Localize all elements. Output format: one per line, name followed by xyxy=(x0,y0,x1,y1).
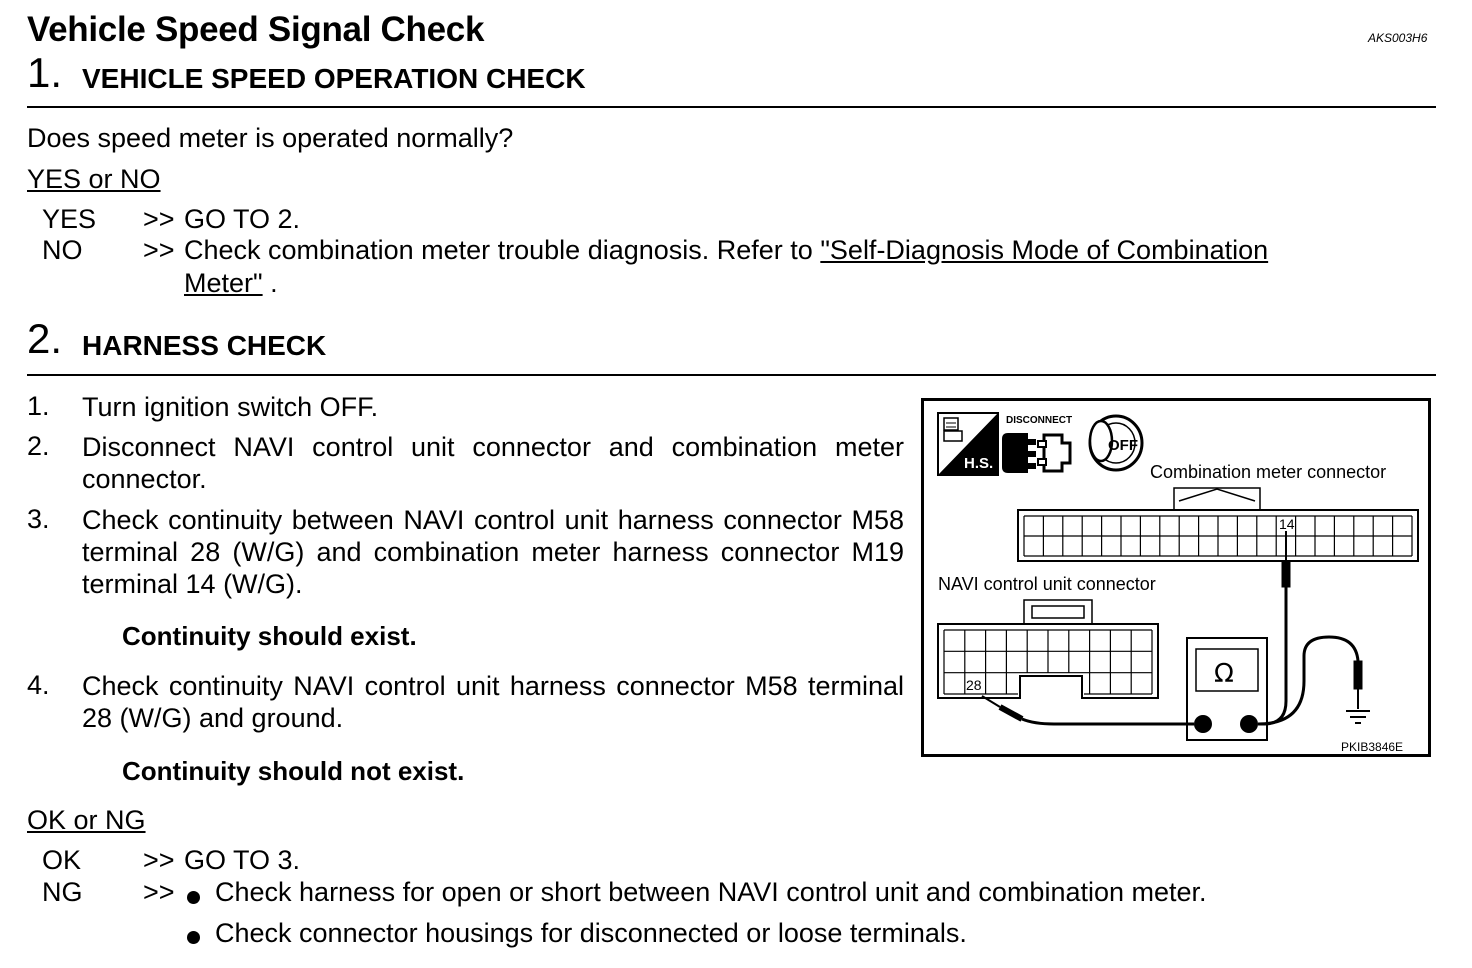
step-2-ng-arrow: >> xyxy=(143,877,175,907)
step-2-options-label: OK or NG xyxy=(27,805,146,835)
page-title: Vehicle Speed Signal Check xyxy=(27,10,485,49)
item-4-text: Check continuity NAVI control unit harness connector M58 terminal 28 (W/G) and ground. xyxy=(82,671,904,733)
step-1-yes-arrow: >> xyxy=(143,204,175,234)
step-2-divider xyxy=(27,374,1436,376)
item-3-number: 3. xyxy=(27,504,50,534)
step-1-no-arrow: >> xyxy=(143,235,175,265)
ohmmeter xyxy=(1187,638,1267,740)
item-1-number: 1. xyxy=(27,391,50,421)
item-3-text: Check continuity between NAVI control unit harness connector M58 terminal 28 (W/G) and combination meter harness connector M19 terminal 14 (W/G). xyxy=(82,505,904,599)
step-1-divider xyxy=(27,106,1436,108)
combo-connector-label: Combination meter connector xyxy=(1150,462,1387,482)
self-diagnosis-link-cont[interactable]: Meter" xyxy=(184,268,263,298)
figure-id: PKIB3846E xyxy=(1341,740,1404,754)
step-2-heading: HARNESS CHECK xyxy=(82,330,327,361)
step-2-ok-arrow: >> xyxy=(143,845,175,875)
ignition-off-icon xyxy=(1090,416,1142,470)
hs-label: H.S. xyxy=(964,455,994,472)
document-id: AKS003H6 xyxy=(1368,31,1428,45)
step-2-ok-action: GO TO 3. xyxy=(184,845,301,875)
ng-bullet-1: Check harness for open or short between NAVI control unit and combination meter. xyxy=(215,877,1207,907)
step-1-options-label: YES or NO xyxy=(27,164,161,194)
item-1-text: Turn ignition switch OFF. xyxy=(82,392,379,422)
navi-control-unit-connector xyxy=(938,600,1158,698)
item-2-text: Disconnect NAVI control unit connector and combination meter connector. xyxy=(82,432,904,494)
step-1-yes-action: GO TO 2. xyxy=(184,204,301,234)
step-2-number: 2. xyxy=(27,315,63,362)
ohm-symbol: Ω xyxy=(1214,659,1234,689)
wiring-diagram xyxy=(921,398,1431,757)
step-1-question: Does speed meter is operated normally? xyxy=(27,123,514,153)
no-action-suffix: . xyxy=(262,268,278,298)
step-1-no-action-cont xyxy=(184,268,278,299)
self-diagnosis-link[interactable]: "Self-Diagnosis Mode of Combination xyxy=(820,235,1269,265)
wiring-diagram-svg xyxy=(924,401,1428,754)
navi-connector-label: NAVI control unit connector xyxy=(938,574,1156,594)
terminal-14-label: 14 xyxy=(1279,516,1295,532)
no-action-text: Check combination meter trouble diagnosis. Refer to xyxy=(184,235,821,265)
step-2-ok-key: OK xyxy=(42,845,82,875)
disconnect-label: DISCONNECT xyxy=(1006,415,1073,426)
item-4-number: 4. xyxy=(27,670,50,700)
combination-meter-connector xyxy=(1018,488,1418,561)
terminal-28-label: 28 xyxy=(966,677,982,693)
bullet-icon xyxy=(187,931,200,944)
step-1-no-action xyxy=(184,235,1268,266)
step-1-number: 1. xyxy=(27,49,63,96)
bullet-icon xyxy=(187,891,200,904)
ng-bullet-2: Check connector housings for disconnected or loose terminals. xyxy=(215,918,967,948)
hs-icon xyxy=(938,413,998,475)
off-label: OFF xyxy=(1108,437,1138,454)
item-4-result: Continuity should not exist. xyxy=(122,756,465,786)
step-1-heading: VEHICLE SPEED OPERATION CHECK xyxy=(82,63,586,94)
step-1-no-key: NO xyxy=(42,235,83,265)
step-2-ng-key: NG xyxy=(42,877,83,907)
item-2-number: 2. xyxy=(27,431,50,461)
step-1-yes-key: YES xyxy=(42,204,97,234)
item-3-result: Continuity should exist. xyxy=(122,621,417,651)
disconnect-icon xyxy=(1002,415,1072,473)
